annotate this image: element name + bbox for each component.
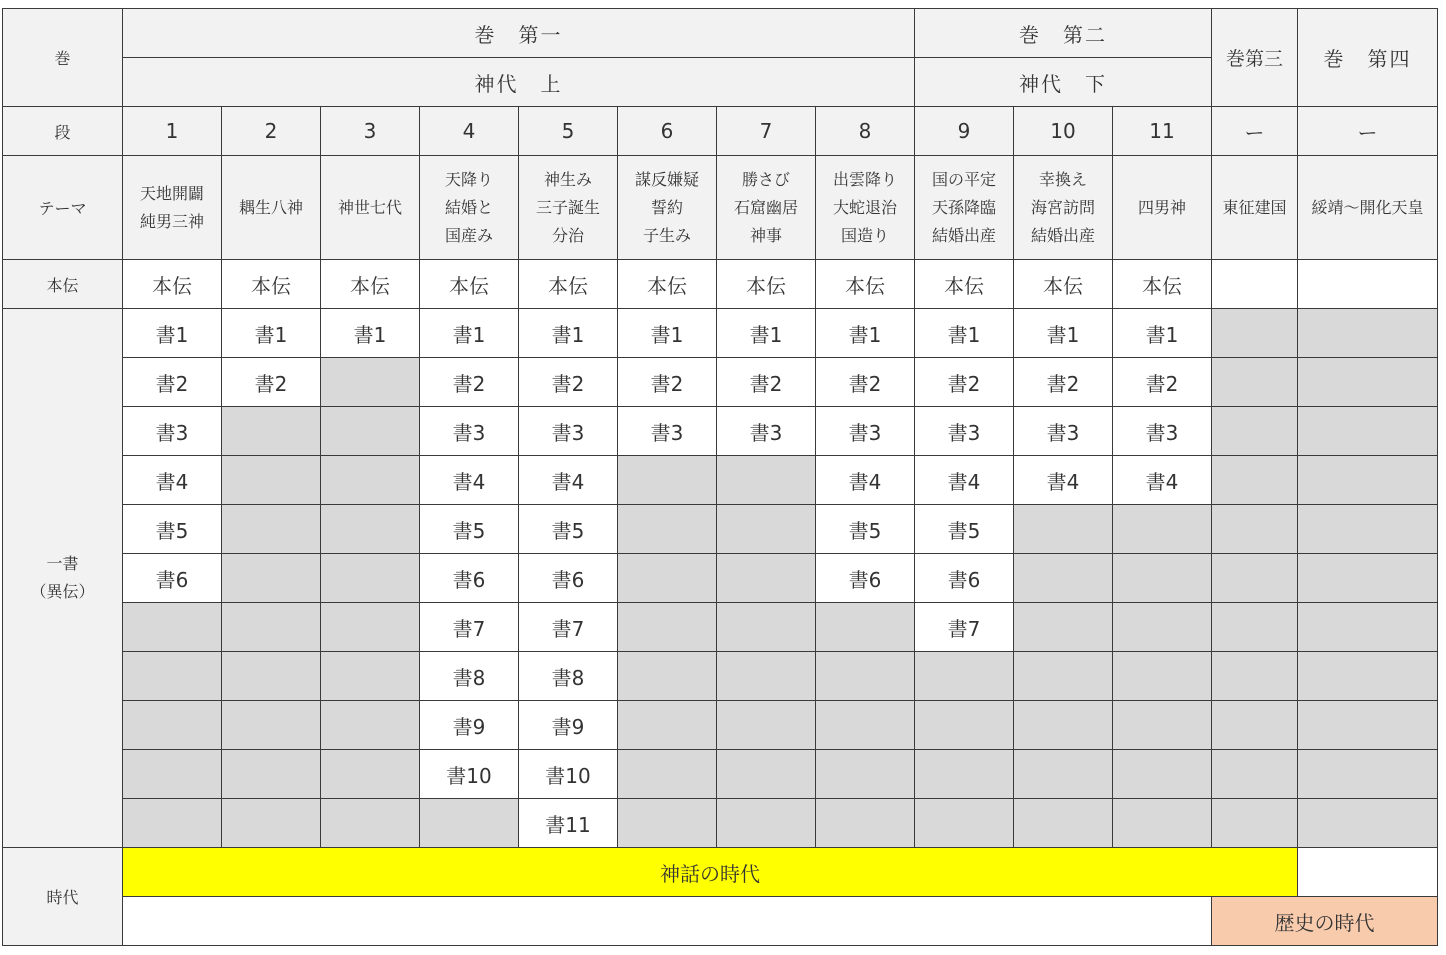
variant-empty-cell [222, 750, 321, 799]
variant-cell: 書3 [915, 407, 1014, 456]
variant-empty-cell [618, 456, 717, 505]
variant-empty-cell [1298, 652, 1438, 701]
variant-cell: 書2 [717, 358, 816, 407]
main-text-empty-cell [1298, 260, 1438, 309]
variant-empty-cell [1113, 554, 1212, 603]
variant-cell: 書7 [915, 603, 1014, 652]
variant-empty-cell [816, 603, 915, 652]
theme-line: 結婚出産 [1030, 225, 1095, 245]
variant-empty-cell [816, 799, 915, 848]
variant-empty-cell [1212, 358, 1298, 407]
variant-cell: 書1 [519, 309, 618, 358]
era-empty-cell [1298, 848, 1438, 897]
section-number: 8 [816, 107, 915, 156]
theme-line: 子生み [642, 225, 691, 245]
variant-empty-cell [1212, 652, 1298, 701]
variant-empty-cell [321, 505, 420, 554]
variant-empty-cell [1113, 799, 1212, 848]
variant-cell: 書2 [816, 358, 915, 407]
variant-empty-cell [1212, 407, 1298, 456]
variant-empty-cell [1212, 309, 1298, 358]
variant-empty-cell [618, 554, 717, 603]
main-text-cell: 本伝 [222, 260, 321, 309]
variant-cell: 書1 [618, 309, 717, 358]
variant-empty-cell [915, 750, 1014, 799]
theme-cell [123, 156, 222, 260]
variant-empty-cell [123, 701, 222, 750]
variant-empty-cell [1212, 554, 1298, 603]
theme-line: 綏靖～開化天皇 [1311, 197, 1424, 217]
variant-empty-cell [618, 652, 717, 701]
variant-cell: 書3 [123, 407, 222, 456]
variant-cell: 書6 [915, 554, 1014, 603]
variant-empty-cell [321, 603, 420, 652]
variant-empty-cell [321, 750, 420, 799]
variant-empty-cell [321, 456, 420, 505]
variant-empty-cell [222, 701, 321, 750]
row-label-volume: 巻 [3, 9, 123, 107]
variant-empty-cell [1298, 554, 1438, 603]
variant-cell: 書10 [420, 750, 519, 799]
variant-empty-cell [123, 652, 222, 701]
theme-cell [222, 156, 321, 260]
row-label-theme: テーマ [3, 156, 123, 260]
variant-cell: 書4 [1014, 456, 1113, 505]
variant-cell: 書1 [420, 309, 519, 358]
theme-line: 神事 [749, 225, 782, 245]
variant-empty-cell [618, 799, 717, 848]
main-text-cell: 本伝 [816, 260, 915, 309]
variant-empty-cell [717, 799, 816, 848]
theme-line: 神生み [543, 169, 592, 189]
variant-empty-cell [816, 750, 915, 799]
variant-empty-cell [1212, 799, 1298, 848]
variant-empty-cell [1014, 701, 1113, 750]
variant-empty-cell [222, 799, 321, 848]
theme-line: 誓約 [650, 197, 683, 217]
section-number: 5 [519, 107, 618, 156]
variant-empty-cell [1014, 554, 1113, 603]
volume-1-subtitle: 神代 上 [123, 58, 915, 107]
variant-cell: 書4 [816, 456, 915, 505]
main-text-cell: 本伝 [1014, 260, 1113, 309]
variant-empty-cell [222, 456, 321, 505]
theme-line: 純男三神 [139, 211, 204, 231]
variant-empty-cell [717, 701, 816, 750]
main-text-empty-cell [1212, 260, 1298, 309]
variant-empty-cell [1298, 309, 1438, 358]
row-label-era: 時代 [3, 848, 123, 946]
theme-line: 国産み [444, 225, 493, 245]
variant-cell: 書5 [519, 505, 618, 554]
variant-empty-cell [321, 358, 420, 407]
variants-label-line: （異伝） [30, 582, 95, 601]
variant-cell: 書7 [420, 603, 519, 652]
variant-cell: 書3 [816, 407, 915, 456]
theme-cell [1113, 156, 1212, 260]
theme-line: 天降り [444, 169, 493, 189]
section-number: 2 [222, 107, 321, 156]
variant-cell: 書2 [915, 358, 1014, 407]
era-empty-band [123, 897, 1212, 946]
variant-cell: 書7 [519, 603, 618, 652]
main-text-cell: 本伝 [717, 260, 816, 309]
theme-cell [321, 156, 420, 260]
variant-empty-cell [321, 799, 420, 848]
variant-cell: 書2 [1014, 358, 1113, 407]
theme-cell [519, 156, 618, 260]
variant-cell: 書3 [717, 407, 816, 456]
theme-cell [816, 156, 915, 260]
variant-empty-cell [1212, 456, 1298, 505]
variant-empty-cell [1212, 701, 1298, 750]
variant-cell: 書8 [420, 652, 519, 701]
theme-cell [1014, 156, 1113, 260]
variant-empty-cell [321, 407, 420, 456]
variant-empty-cell [1212, 603, 1298, 652]
variant-empty-cell [123, 750, 222, 799]
section-number: 1 [123, 107, 222, 156]
history-era-band: 歴史の時代 [1212, 897, 1438, 946]
variant-empty-cell [1014, 603, 1113, 652]
section-number: 6 [618, 107, 717, 156]
variant-cell: 書3 [420, 407, 519, 456]
variant-empty-cell [420, 799, 519, 848]
variant-empty-cell [321, 554, 420, 603]
theme-line: 結婚と [444, 197, 493, 217]
variant-cell: 書3 [1113, 407, 1212, 456]
variant-cell: 書4 [420, 456, 519, 505]
variant-cell: 書1 [816, 309, 915, 358]
variant-empty-cell [1014, 799, 1113, 848]
variant-cell: 書4 [1113, 456, 1212, 505]
theme-line: 石窟幽居 [733, 197, 798, 217]
main-text-cell: 本伝 [1113, 260, 1212, 309]
main-text-cell: 本伝 [519, 260, 618, 309]
section-number: ー [1298, 107, 1438, 156]
variant-empty-cell [915, 799, 1014, 848]
theme-cell [717, 156, 816, 260]
nihon-shoki-structure-table [2, 8, 1438, 946]
variant-cell: 書1 [123, 309, 222, 358]
variant-empty-cell [618, 701, 717, 750]
variant-cell: 書4 [915, 456, 1014, 505]
main-text-cell: 本伝 [618, 260, 717, 309]
variant-empty-cell [717, 652, 816, 701]
variant-empty-cell [222, 652, 321, 701]
variant-empty-cell [816, 652, 915, 701]
variant-empty-cell [1014, 505, 1113, 554]
variant-empty-cell [1298, 456, 1438, 505]
variant-empty-cell [1113, 701, 1212, 750]
variant-cell: 書5 [915, 505, 1014, 554]
variant-cell: 書6 [420, 554, 519, 603]
variant-empty-cell [1113, 652, 1212, 701]
variant-empty-cell [1298, 750, 1438, 799]
variant-cell: 書6 [519, 554, 618, 603]
variant-cell: 書4 [123, 456, 222, 505]
theme-cell [915, 156, 1014, 260]
variant-cell: 書2 [1113, 358, 1212, 407]
theme-cell [1298, 156, 1438, 260]
myth-era-band: 神話の時代 [123, 848, 1298, 897]
theme-line: 国造り [840, 225, 889, 245]
section-number: 7 [717, 107, 816, 156]
variant-cell: 書6 [816, 554, 915, 603]
variant-cell: 書2 [123, 358, 222, 407]
variant-empty-cell [717, 603, 816, 652]
section-number: ー [1212, 107, 1298, 156]
variant-cell: 書2 [420, 358, 519, 407]
variant-cell: 書1 [321, 309, 420, 358]
variant-empty-cell [1212, 505, 1298, 554]
variant-cell: 書3 [618, 407, 717, 456]
volume-4-header: 巻 第四 [1298, 9, 1438, 107]
main-text-cell: 本伝 [123, 260, 222, 309]
theme-cell [1212, 156, 1298, 260]
variant-empty-cell [222, 407, 321, 456]
variant-cell: 書6 [123, 554, 222, 603]
variant-cell: 書1 [1113, 309, 1212, 358]
main-text-cell: 本伝 [321, 260, 420, 309]
volume-1-header: 巻 第一 [123, 9, 915, 58]
volume-2-header: 巻 第二 [915, 9, 1212, 58]
variant-cell: 書3 [1014, 407, 1113, 456]
variant-cell: 書1 [222, 309, 321, 358]
theme-line: 四男神 [1137, 197, 1186, 217]
theme-line: 勝さび [741, 169, 790, 189]
variant-empty-cell [717, 505, 816, 554]
theme-line: 分治 [551, 225, 584, 245]
section-number: 10 [1014, 107, 1113, 156]
main-text-cell: 本伝 [915, 260, 1014, 309]
variant-empty-cell [1298, 407, 1438, 456]
variant-cell: 書1 [1014, 309, 1113, 358]
theme-line: 幸換え [1038, 169, 1087, 189]
variant-cell: 書1 [915, 309, 1014, 358]
variant-empty-cell [1298, 505, 1438, 554]
volume-3-header: 巻第三 [1212, 9, 1298, 107]
theme-cell [618, 156, 717, 260]
variant-cell: 書2 [222, 358, 321, 407]
variant-cell: 書11 [519, 799, 618, 848]
section-number: 3 [321, 107, 420, 156]
theme-line: 結婚出産 [931, 225, 996, 245]
variant-cell: 書5 [816, 505, 915, 554]
variant-empty-cell [123, 603, 222, 652]
theme-line: 天地開闢 [139, 183, 204, 203]
theme-line: 出雲降り [832, 169, 897, 189]
section-number: 11 [1113, 107, 1212, 156]
variant-cell: 書8 [519, 652, 618, 701]
variant-cell: 書4 [519, 456, 618, 505]
variant-empty-cell [1298, 603, 1438, 652]
theme-line: 神世七代 [337, 197, 402, 217]
variant-empty-cell [1298, 701, 1438, 750]
variant-empty-cell [222, 554, 321, 603]
row-label-section: 段 [3, 107, 123, 156]
variant-empty-cell [717, 750, 816, 799]
variant-empty-cell [1113, 505, 1212, 554]
variant-cell: 書9 [420, 701, 519, 750]
theme-line: 三子誕生 [535, 197, 600, 217]
theme-line: 耦生八神 [238, 197, 303, 217]
section-number: 4 [420, 107, 519, 156]
variant-empty-cell [618, 505, 717, 554]
variant-cell: 書3 [519, 407, 618, 456]
theme-line: 東征建国 [1222, 197, 1287, 217]
variant-empty-cell [618, 603, 717, 652]
variant-empty-cell [717, 456, 816, 505]
variant-cell: 書5 [420, 505, 519, 554]
variant-empty-cell [1298, 799, 1438, 848]
variant-empty-cell [915, 652, 1014, 701]
section-number: 9 [915, 107, 1014, 156]
variant-empty-cell [1298, 358, 1438, 407]
volume-2-subtitle: 神代 下 [915, 58, 1212, 107]
variant-empty-cell [717, 554, 816, 603]
variant-empty-cell [321, 701, 420, 750]
theme-line: 大蛇退治 [832, 197, 897, 217]
variant-cell: 書10 [519, 750, 618, 799]
variant-cell: 書9 [519, 701, 618, 750]
variant-empty-cell [123, 799, 222, 848]
variant-cell: 書2 [519, 358, 618, 407]
variants-label-line: 一書 [46, 554, 79, 573]
theme-line: 謀反嫌疑 [634, 169, 699, 189]
theme-line: 天孫降臨 [931, 197, 996, 217]
theme-line: 海宮訪問 [1030, 197, 1095, 217]
variant-cell: 書1 [717, 309, 816, 358]
main-text-cell: 本伝 [420, 260, 519, 309]
variant-empty-cell [222, 603, 321, 652]
variant-empty-cell [1014, 750, 1113, 799]
variant-empty-cell [915, 701, 1014, 750]
variant-empty-cell [222, 505, 321, 554]
variant-empty-cell [321, 652, 420, 701]
variant-empty-cell [816, 701, 915, 750]
variant-empty-cell [1113, 603, 1212, 652]
theme-line: 国の平定 [931, 169, 996, 189]
variant-cell: 書2 [618, 358, 717, 407]
variant-cell: 書5 [123, 505, 222, 554]
variant-empty-cell [1113, 750, 1212, 799]
variant-empty-cell [618, 750, 717, 799]
row-label-variants [3, 309, 123, 848]
variant-empty-cell [1212, 750, 1298, 799]
theme-cell [420, 156, 519, 260]
row-label-main-text: 本伝 [3, 260, 123, 309]
variant-empty-cell [1014, 652, 1113, 701]
